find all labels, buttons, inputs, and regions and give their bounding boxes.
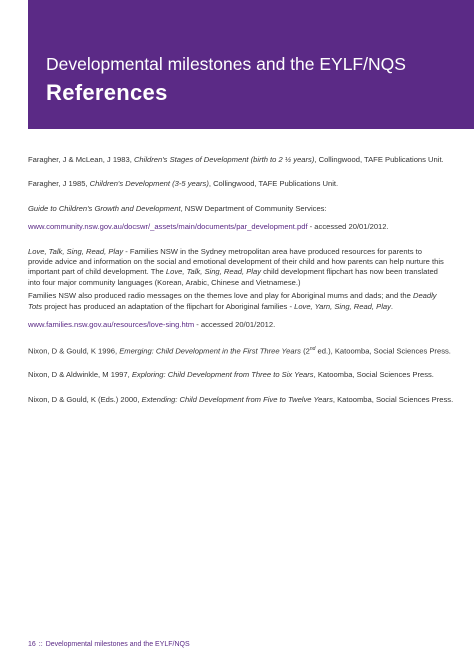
reference-text: , Katoomba, Social Sciences Press. (313, 370, 434, 380)
reference-text: Faragher, J 1985, (28, 179, 90, 189)
reference-item (28, 394, 454, 405)
footer-separator: :: (38, 641, 43, 648)
reference-title: Children's Stages of Development (birth to 2 ½ years) (133, 155, 315, 164)
reference-text: Families NSW also produced radio messages on the themes love and play for Aboriginal mums and dads; and the (28, 291, 413, 301)
reference-item (28, 291, 448, 312)
reference-title: Emerging: Child Development in the First Three Years (119, 347, 301, 356)
reference-text: . (390, 301, 394, 311)
reference-title: Love, Talk, Sing, Read, Play (165, 267, 262, 277)
reference-text: , Katoomba, Social Sciences Press. (332, 394, 454, 404)
reference-text: Faragher, J & McLean, J 1983, (28, 155, 134, 164)
reference-text: , Collingwood, TAFE Publications Unit. (314, 155, 444, 164)
reference-link[interactable]: www.community.nsw.gov.au/docswr/_assets/main/documents/par_development.pdf (28, 222, 308, 232)
reference-text: Nixon, D & Aldwinkle, M 1997, (28, 370, 132, 380)
reference-title: Exploring: Child Development from Three to Six Years (131, 370, 314, 380)
page-footer (28, 641, 190, 648)
reference-title: Deadly Tots (28, 291, 437, 311)
reference-text: Nixon, D & Gould, K 1996, (28, 347, 120, 356)
reference-text: Nixon, D & Gould, K (Eds.) 2000, (28, 394, 142, 404)
reference-text: (2 (300, 347, 310, 356)
reference-item (28, 247, 448, 289)
reference-title: Guide to Children's Growth and Development (28, 203, 181, 213)
reference-text: , Collingwood, TAFE Publications Unit. (208, 179, 339, 189)
reference-text: ed.), Katoomba, Social Sciences Press. (315, 347, 451, 356)
reference-title: Children's Development (3-5 years) (89, 179, 209, 189)
reference-superscript: nd (309, 346, 316, 353)
reference-item (28, 204, 448, 214)
reference-title: Love, Talk, Sing, Read, Play (28, 246, 124, 256)
reference-item (28, 370, 448, 380)
reference-title: Extending: Child Development from Five to Twelve Years (141, 394, 333, 404)
reference-item (28, 179, 448, 189)
references-list (28, 155, 454, 405)
reference-item (28, 222, 448, 232)
header-banner (28, 0, 474, 129)
reference-item (28, 155, 448, 165)
reference-link[interactable]: www.families.nsw.gov.au/resources/love-sing.htm (28, 320, 195, 330)
reference-text: , NSW Department of Community Services: (180, 203, 327, 213)
reference-text: - accessed 20/01/2012. (194, 320, 276, 330)
reference-text: - Families NSW in the Sydney metropolitan area have produced resources for parents to provide advice and information on the social and emotional development of their child and how parents can help nurture this important part of child development. The (28, 246, 444, 277)
page-number: 16 (28, 641, 36, 648)
footer-text: Developmental milestones and the EYLF/NQS (45, 641, 190, 648)
reference-title: Love, Yarn, Sing, Read, Play (294, 301, 391, 311)
reference-text: - accessed 20/01/2012. (307, 222, 389, 232)
page-subtitle: Developmental milestones and the EYLF/NQS (46, 54, 406, 74)
reference-item (28, 320, 448, 330)
page-title: References (46, 80, 168, 105)
reference-text: project has produced an adaptation of the flipchart for Aboriginal families - (42, 301, 295, 311)
reference-text: child development flipchart has now been translated into four major community languages (Korean, Arabic, Chinese and Vietnamese.) (28, 267, 438, 287)
reference-item (28, 344, 451, 357)
